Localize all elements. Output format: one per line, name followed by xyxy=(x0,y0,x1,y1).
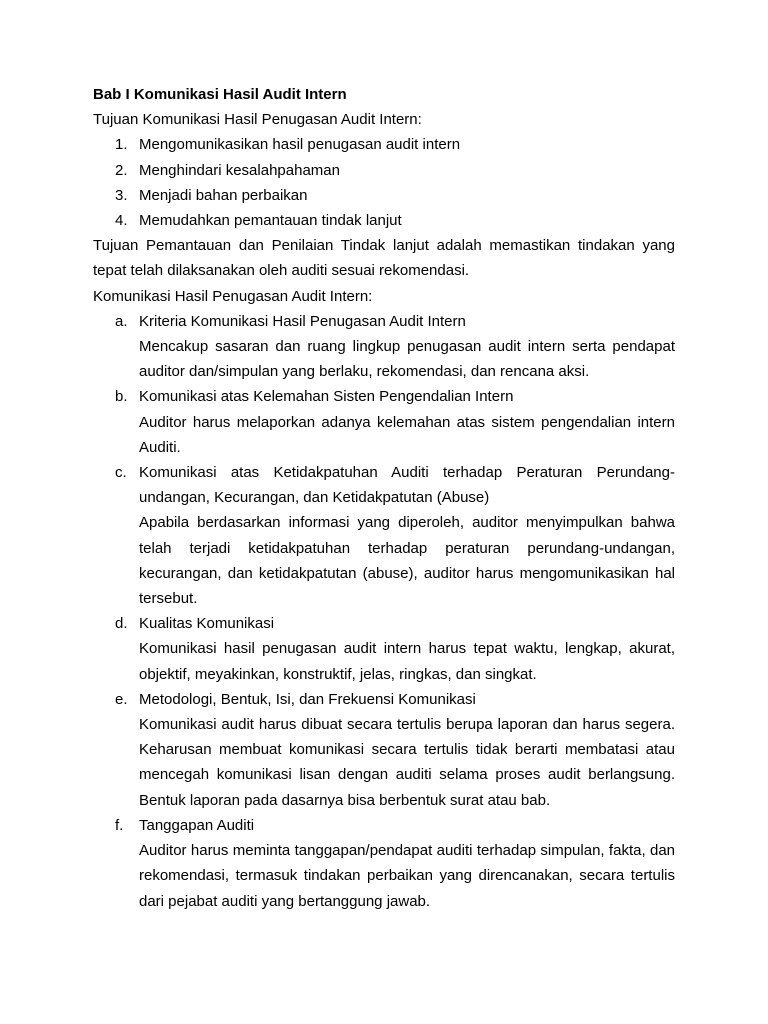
list-marker: d. xyxy=(115,615,128,633)
item-description: Komunikasi hasil penugasan audit intern harus tepat waktu, lengkap, akurat, objektif, meyakinkan, konstruktif, jelas, ringkas, dan singkat. xyxy=(139,640,675,683)
item-description: Auditor harus meminta tanggapan/pendapat auditi terhadap simpulan, fakta, dan rekomendasi, termasuk tindakan perbaikan yang direncanakan, secara tertulis dari pejabat auditi yang bertanggung jawab. xyxy=(139,842,675,910)
list-item xyxy=(93,183,675,208)
list-item-text: Mengomunikasikan hasil penugasan audit intern xyxy=(139,136,461,154)
list-marker: 4. xyxy=(115,212,128,230)
item-heading: Komunikasi atas Kelemahan Sisten Pengendalian Intern xyxy=(139,388,514,406)
item-description: Auditor harus melaporkan adanya kelemahan atas sistem pengendalian intern Auditi. xyxy=(139,413,675,456)
item-heading: Metodologi, Bentuk, Isi, dan Frekuensi Komunikasi xyxy=(139,690,476,708)
sections-list xyxy=(93,309,675,914)
item-description: Mencakup sasaran dan ruang lingkup penugasan audit intern serta pendapat auditor dan/simpulan yang berlaku, rekomendasi, dan rencana aksi. xyxy=(139,338,675,381)
list-item xyxy=(93,460,675,611)
list-item xyxy=(93,132,675,157)
goals-list xyxy=(93,132,675,233)
list-item xyxy=(93,687,675,813)
item-heading: Kriteria Komunikasi Hasil Penugasan Audit Intern xyxy=(139,312,466,330)
list-marker: e. xyxy=(115,690,128,708)
list-item xyxy=(93,813,675,914)
list-marker: f. xyxy=(115,816,124,834)
document-page xyxy=(93,82,675,914)
list-item xyxy=(93,611,675,687)
monitoring-paragraph: Tujuan Pemantauan dan Penilaian Tindak lanjut adalah memastikan tindakan yang tepat telah dilaksanakan oleh auditi sesuai rekomendasi. xyxy=(93,237,675,280)
list-item xyxy=(93,309,675,385)
list-item xyxy=(93,208,675,233)
list-item-text: Menghindari kesalahpahaman xyxy=(139,161,340,179)
list-marker: 3. xyxy=(115,186,128,204)
document-title: Bab I Komunikasi Hasil Audit Intern xyxy=(93,86,347,103)
list-item-text: Menjadi bahan perbaikan xyxy=(139,186,308,204)
list-item xyxy=(93,384,675,460)
section-heading: Komunikasi Hasil Penugasan Audit Intern: xyxy=(93,287,373,305)
item-heading: Tanggapan Auditi xyxy=(139,816,255,834)
item-heading: Kualitas Komunikasi xyxy=(139,615,275,633)
list-marker: c. xyxy=(115,464,127,482)
list-marker: b. xyxy=(115,388,128,406)
item-description: Apabila berdasarkan informasi yang diperoleh, auditor menyimpulkan bahwa telah terjadi ketidakpatuhan terhadap peraturan perundang-undangan, kecurangan, dan ketidakpatutan (abuse), auditor harus mengomunikasikan hal tersebut. xyxy=(139,514,675,608)
item-heading: Komunikasi atas Ketidakpatuhan Auditi terhadap Peraturan Perundang-undangan, Kecurangan, dan Ketidakpatutan (Abuse) xyxy=(139,464,675,507)
list-marker: 1. xyxy=(115,136,128,154)
item-description: Komunikasi audit harus dibuat secara tertulis berupa laporan dan harus segera. Keharusan membuat komunikasi secara tertulis tidak berarti membatasi atau mencegah komunikasi lisan dengan auditi selama proses audit berlangsung. Bentuk laporan pada dasarnya bisa berbentuk surat atau bab. xyxy=(139,716,675,809)
intro-text: Tujuan Komunikasi Hasil Penugasan Audit Intern: xyxy=(93,111,422,129)
list-marker: a. xyxy=(115,312,128,330)
list-item xyxy=(93,158,675,183)
list-item-text: Memudahkan pemantauan tindak lanjut xyxy=(139,212,402,230)
list-marker: 2. xyxy=(115,161,128,179)
